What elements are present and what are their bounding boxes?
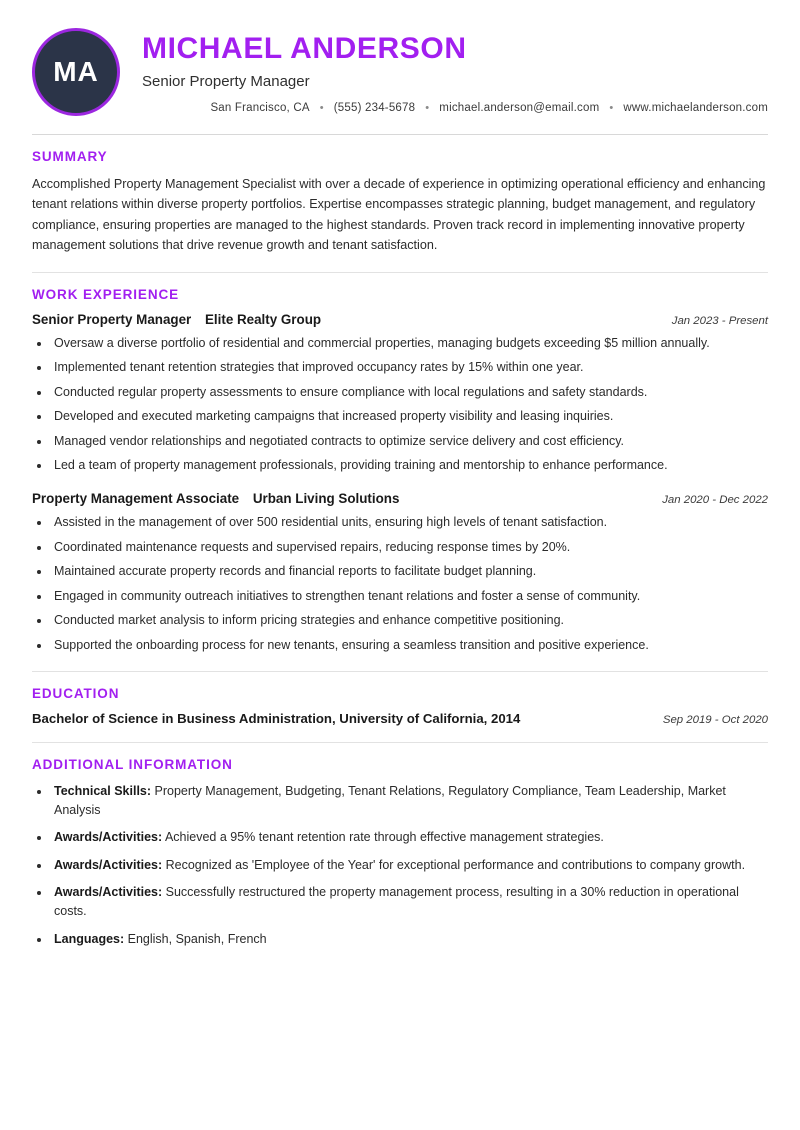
additional-item (51, 883, 768, 922)
header-text-block (142, 26, 768, 114)
job-header (32, 312, 768, 327)
job-bullet: • Assisted in the management of over 500 residential units, ensuring high levels of tenant satisfaction. (51, 513, 768, 532)
avatar-initials: MA (53, 56, 99, 87)
summary-divider (32, 272, 768, 273)
job-header (32, 491, 768, 506)
section-title-summary: SUMMARY (32, 149, 108, 164)
additional-item-label: Awards/Activities: (54, 885, 163, 900)
section-summary (32, 149, 768, 256)
section-title-additional-information: ADDITIONAL INFORMATION (32, 756, 233, 772)
job-dates: Jan 2020 - Dec 2022 (662, 494, 768, 507)
contact-website[interactable]: www.michaelanderson.com (623, 102, 768, 114)
contact-separator-icon: • (609, 102, 614, 114)
contact-row (142, 102, 768, 114)
job-title-line (32, 491, 399, 506)
contact-location: San Francisco, CA (210, 102, 310, 114)
job-bullet: • Oversaw a diverse portfolio of residential and commercial properties, managing budgets exceeding $5 million annually. (51, 334, 768, 353)
additional-item-text: English, Spanish, French (124, 931, 267, 946)
job-bullet: • Led a team of property management professionals, providing training and mentorship to enhance performance. (51, 456, 768, 475)
job-bullet: • Coordinated maintenance requests and supervised repairs, reducing response times by 20%. (51, 538, 768, 557)
job-bullet: • Conducted regular property assessments to ensure compliance with local regulations and safety standards. (51, 383, 768, 402)
additional-item-label: Awards/Activities: (54, 857, 163, 872)
header-divider (32, 134, 768, 135)
section-title-education: EDUCATION (32, 685, 120, 701)
additional-item-label: Awards/Activities: (54, 830, 163, 845)
resume-header (32, 26, 768, 124)
additional-list (32, 782, 768, 950)
summary-text: Accomplished Property Management Specialist with over a decade of experience in optimizing operational efficiency and enhancing tenant relations within diverse property portfolios. Expertise encompasses strategic planning, budget management, and regulatory compliance, ensuring properties are managed to the highest standards. Proven track record in implementing innovative property management solutions that drive revenue growth and tenant satisfaction. (32, 177, 766, 253)
job-bullet: • Implemented tenant retention strategies that improved occupancy rates by 15% within one year. (51, 358, 768, 377)
job-bullet-list (32, 513, 768, 655)
job-dates: Jan 2023 - Present (671, 314, 768, 327)
job-bullet: • Conducted market analysis to inform pricing strategies and enhance competitive positioning. (51, 611, 768, 630)
contact-separator-icon: • (425, 102, 430, 114)
job-bullet: • Supported the onboarding process for new tenants, ensuring a seamless transition and positive experience. (51, 636, 768, 655)
additional-item-text: Property Management, Budgeting, Tenant Relations, Regulatory Compliance, Team Leadership, Market Analysis (54, 783, 726, 817)
job-bullet: • Managed vendor relationships and negotiated contracts to optimize service delivery and cost efficiency. (51, 432, 768, 451)
job-title-line (32, 312, 321, 327)
additional-item-label: Languages: (54, 931, 125, 946)
education-dates: Sep 2019 - Oct 2020 (662, 713, 768, 726)
job-role: Property Management Associate (32, 491, 240, 507)
section-additional-information (32, 757, 768, 950)
page-title: MICHAEL ANDERSON (142, 32, 467, 65)
job-bullet: • Engaged in community outreach initiatives to strengthen tenant relations and foster a sense of community. (51, 587, 768, 606)
contact-phone[interactable]: (555) 234-5678 (333, 102, 416, 114)
job-entry (32, 312, 768, 476)
contact-separator-icon: • (319, 102, 324, 114)
job-company: Elite Realty Group (204, 311, 322, 327)
additional-item-text: Recognized as 'Employee of the Year' for exceptional performance and contributions to company growth. (162, 857, 746, 872)
job-bullet: • Developed and executed marketing campaigns that increased property visibility and leasing inquiries. (51, 407, 768, 426)
avatar (32, 28, 120, 116)
job-entry (32, 491, 768, 655)
job-company: Urban Living Solutions (252, 491, 400, 507)
additional-item (51, 828, 768, 847)
additional-item-text: Successfully restructured the property management process, resulting in a 30% reduction in operational costs. (54, 885, 739, 919)
education-degree: Bachelor of Science in Business Administration, University of California, 2014 (32, 710, 521, 726)
contact-email[interactable]: michael.anderson@email.com (439, 102, 600, 114)
job-bullet: • Maintained accurate property records and financial reports to facilitate budget planning. (51, 562, 768, 581)
additional-item (51, 930, 768, 949)
section-work-experience (32, 287, 768, 655)
additional-item-label: Technical Skills: (54, 783, 152, 798)
section-title-work-experience: WORK EXPERIENCE (32, 286, 180, 302)
header-job-title: Senior Property Manager (142, 73, 310, 90)
education-entry (32, 711, 768, 726)
additional-item (51, 856, 768, 875)
additional-item-text: Achieved a 95% tenant retention rate through effective management strategies. (162, 830, 604, 845)
section-education (32, 686, 768, 726)
job-role: Senior Property Manager (32, 311, 192, 327)
education-divider (32, 742, 768, 743)
additional-item (51, 782, 768, 821)
work-divider (32, 671, 768, 672)
job-bullet-list (32, 334, 768, 476)
